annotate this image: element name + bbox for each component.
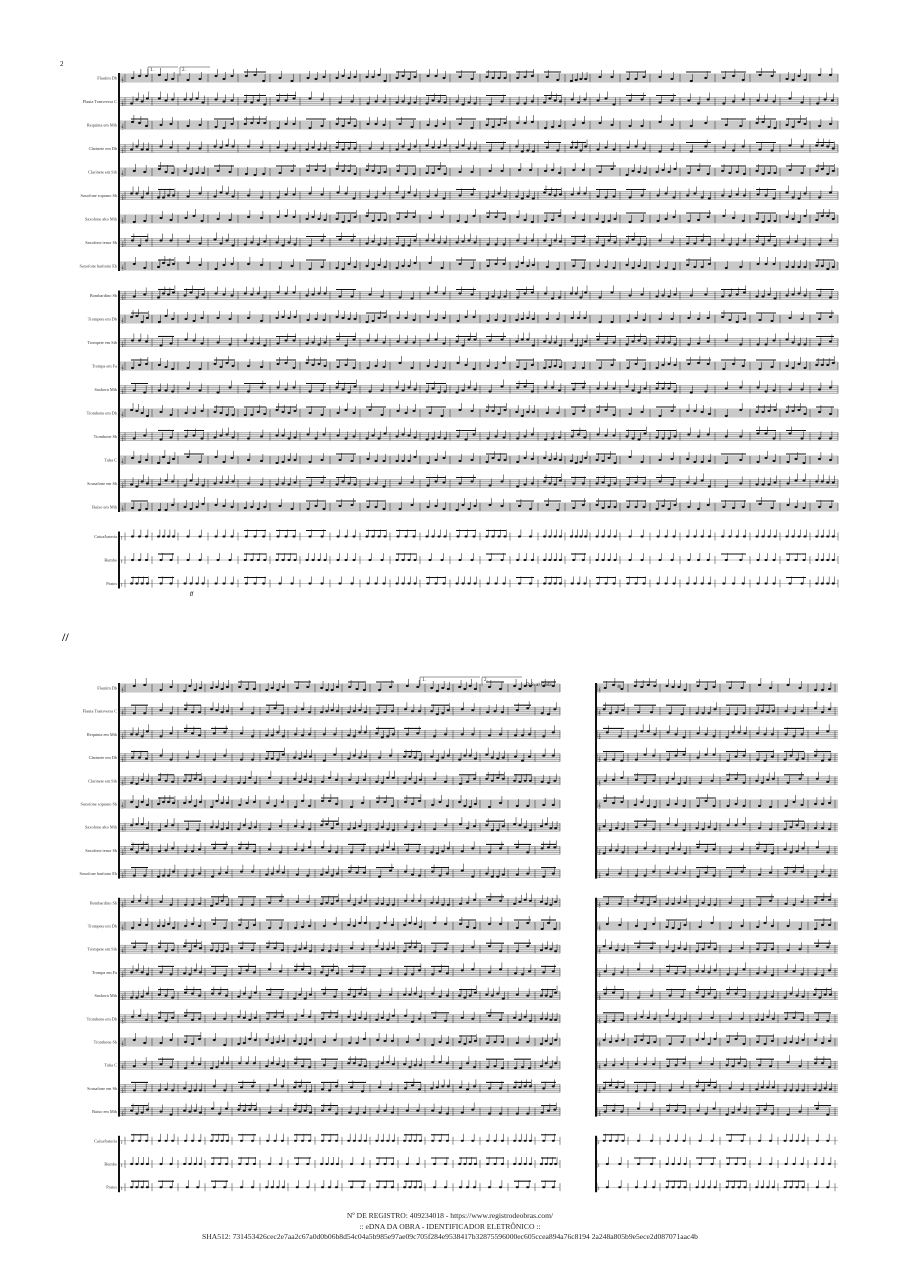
staff-1-8 (87, 1078, 560, 1093)
instrument-label: Saxofone tenor Sb (85, 240, 117, 245)
svg-text:𝄞: 𝄞 (121, 172, 124, 177)
instrument-label: Trompete em Db (87, 316, 117, 322)
staff-0-6 (85, 209, 838, 224)
svg-text:𝄞: 𝄞 (121, 295, 124, 301)
staff-2-0 (94, 530, 838, 542)
instrument-label: Trombone Sb (93, 1039, 117, 1045)
svg-text:‖: ‖ (121, 560, 123, 565)
svg-text:𝄞: 𝄞 (121, 711, 124, 717)
staff-1-3 (92, 962, 560, 977)
instrument-label: Saxofone tenor Sb (85, 847, 117, 853)
instrument-label: Flauta Transversa C (82, 99, 117, 104)
system-break-mark: // (62, 630, 69, 644)
staff-right-0-3 (597, 748, 838, 763)
staff-0-8 (80, 256, 838, 271)
staff-1-2 (87, 333, 838, 348)
svg-text:𝄞: 𝄞 (121, 483, 124, 489)
instrument-label: Bombardino Sb (89, 293, 117, 298)
svg-text:𝄞: 𝄞 (121, 688, 124, 693)
svg-text:𝄞: 𝄞 (121, 195, 124, 201)
instrument-label: Trombone Sb (93, 434, 117, 439)
instrument-label: Baixo em Mib (92, 504, 117, 510)
staff-1-0 (90, 286, 838, 301)
staff-right-0-1 (597, 701, 838, 716)
instrument-label: Requinta em Mib (86, 122, 117, 128)
instrument-label: Clarinete em Sib (88, 778, 117, 784)
staff-1-9 (92, 497, 838, 512)
svg-text:𝄞: 𝄞 (121, 366, 124, 371)
instrument-label: Flautim Db (97, 75, 117, 81)
dynamic-marking: ff (190, 592, 194, 597)
staff-1-5 (87, 1009, 560, 1024)
staff-right-1-2 (597, 939, 838, 954)
svg-text:𝄞: 𝄞 (598, 734, 601, 740)
footer (0, 1211, 900, 1243)
svg-text:𝄞: 𝄞 (598, 688, 601, 693)
staff-right-1-7 (597, 1055, 838, 1070)
instrument-label: Trompa em Fa (91, 363, 117, 369)
staff-1-1 (88, 309, 838, 324)
instrument-label: Flauta Transversa C (82, 708, 117, 714)
svg-text:𝄞: 𝄞 (121, 242, 124, 248)
volta-2: 2. (182, 68, 186, 73)
score-system-2 (60, 678, 850, 1198)
svg-text:𝄞: 𝄞 (121, 436, 124, 442)
staff-1-4 (94, 380, 838, 395)
staff-0-6 (85, 817, 560, 832)
volta-2: 2. (484, 678, 488, 683)
ds-al-coda: D.S. al Coda (526, 683, 552, 688)
staff-0-2 (87, 115, 838, 130)
svg-text:𝄞: 𝄞 (121, 780, 124, 786)
staff-2-2 (106, 577, 838, 589)
staff-right-1-9 (597, 1102, 838, 1117)
staff-0-5 (80, 186, 838, 201)
instrument-label: Pratos (106, 1184, 117, 1190)
svg-text:𝄞: 𝄞 (121, 125, 124, 130)
svg-text:𝄞: 𝄞 (121, 342, 124, 348)
instrument-label: Saxofone barítono Eb (79, 263, 117, 269)
instrument-label: Saxofone soprano Sb (80, 801, 117, 807)
staff-0-3 (89, 748, 560, 763)
instrument-label: Bumbo (104, 1161, 117, 1167)
staff-0-0 (97, 678, 560, 693)
staff-2-2 (106, 1180, 560, 1192)
instrument-label: Baixo em Mib (92, 1109, 117, 1115)
instrument-label: Trompete em Sib (87, 946, 117, 952)
instrument-label: Sousafone em Sb (87, 1085, 117, 1091)
instrument-label: Requinta em Mib (86, 731, 117, 737)
instrument-label: Saxofone alto Mib (85, 216, 117, 222)
svg-text:𝄞: 𝄞 (598, 711, 601, 717)
staff-0-8 (80, 864, 560, 879)
svg-text:𝄞: 𝄞 (121, 266, 124, 271)
staff-2-1 (104, 1157, 560, 1169)
staff-right-2-0 (597, 1134, 838, 1146)
instrument-label: Flautim Db (97, 685, 117, 691)
staff-1-1 (88, 916, 560, 931)
svg-text:‖: ‖ (121, 536, 123, 542)
staff-right-1-8 (597, 1078, 838, 1093)
staff-right-0-2 (597, 724, 838, 739)
staff-right-1-5 (597, 1009, 838, 1024)
staff-2-0 (94, 1134, 560, 1146)
svg-text:𝄞: 𝄞 (121, 101, 124, 107)
instrument-label: Saxofone alto Mib (85, 824, 117, 830)
staff-1-8 (87, 474, 838, 489)
staff-2-1 (104, 553, 838, 565)
staff-0-7 (85, 840, 560, 855)
coda-symbol: ⊕ (617, 685, 622, 690)
instrument-label: Trompete em Sib (87, 340, 117, 345)
instrument-label: Clarinete em Db (88, 146, 117, 151)
staff-0-4 (88, 162, 838, 177)
volta-1: 1. (150, 68, 154, 73)
staff-1-6 (94, 1032, 560, 1047)
staff-0-3 (89, 139, 838, 154)
staff-right-1-3 (597, 962, 838, 977)
instrument-label: Pratos (106, 581, 117, 586)
staff-0-1 (83, 701, 560, 716)
instrument-label: Saxofone barítono Eb (79, 871, 117, 877)
registration-line: Nº DE REGISTRO: 409234018 - https://www.registrodeobras.com/ (346, 1211, 554, 1220)
staff-0-2 (87, 724, 560, 739)
instrument-label: Tuba C (104, 457, 117, 463)
instrument-label: Caixa/bateria (94, 534, 117, 539)
staff-right-0-6 (597, 817, 838, 832)
instrument-label: Trombone em Db (86, 410, 117, 416)
staff-0-4 (88, 771, 560, 786)
staff-1-7 (104, 1055, 560, 1070)
staff-1-6 (94, 427, 838, 442)
instrument-label: Bumbo (104, 557, 117, 563)
staff-right-0-7 (597, 840, 838, 855)
staff-right-1-0 (597, 893, 838, 908)
svg-text:𝄞: 𝄞 (121, 460, 124, 465)
staff-right-2-2 (597, 1180, 838, 1192)
instrument-label: Saxhorn Mib (94, 387, 117, 392)
page-number: 2 (60, 60, 64, 68)
instrument-label: Sousafone em Sb (87, 481, 117, 486)
svg-text:𝄞: 𝄞 (121, 757, 124, 763)
staff-right-0-8 (597, 865, 838, 879)
staff-right-1-6 (597, 1032, 838, 1047)
staff-1-5 (87, 403, 838, 418)
volta-1: 1. (422, 678, 426, 683)
edna-line: :: eDNA DA OBRA - IDENTIFICADOR ELETRÔNICO :: (359, 1221, 541, 1231)
instrument-label: Saxhorn Mib (94, 993, 117, 999)
staff-1-3 (92, 356, 838, 371)
instrument-label: Bombardino Sb (89, 900, 117, 906)
instrument-label: Trombone em Db (86, 1016, 117, 1022)
staff-right-1-1 (597, 916, 838, 931)
svg-text:𝄞: 𝄞 (598, 757, 601, 763)
staff-right-0-4 (597, 771, 838, 786)
staff-1-0 (90, 893, 560, 908)
instrument-label: Tuba C (104, 1062, 117, 1068)
instrument-label: Clarinete em Sib (88, 169, 117, 175)
staff-0-1 (83, 92, 838, 107)
svg-text:𝄞: 𝄞 (121, 148, 124, 154)
staff-0-5 (80, 794, 560, 809)
svg-text:𝄞: 𝄞 (121, 389, 124, 395)
hash-line: SHA512: 731453426cec2e7aa2c67a0d0b06b8d54c04a5b985e97ae09c705f284e9538417b32875596000ec605ccea894a76c8194 2a248a805b9e5ece2d087071aac4b (202, 1232, 698, 1241)
svg-text:𝄞: 𝄞 (121, 413, 124, 418)
staff-1-7 (104, 450, 838, 465)
staff-0-7 (85, 233, 838, 248)
svg-text:𝄞: 𝄞 (121, 319, 124, 324)
svg-text:𝄞: 𝄞 (121, 507, 124, 512)
svg-text:𝄞: 𝄞 (121, 219, 124, 224)
svg-text:𝄞: 𝄞 (121, 734, 124, 740)
staff-right-1-4 (597, 986, 838, 1001)
staff-right-0-5 (597, 794, 838, 809)
staff-1-9 (92, 1102, 560, 1117)
staff-0-0 (97, 68, 838, 83)
svg-text:𝄞: 𝄞 (121, 78, 124, 83)
instrument-label: Clarinete em Db (88, 755, 117, 761)
staff-1-2 (87, 939, 560, 954)
staff-right-0-0 (597, 678, 838, 693)
staff-1-4 (94, 986, 560, 1001)
staff-right-2-1 (597, 1157, 838, 1169)
instrument-label: Trompete em Db (87, 923, 117, 929)
score-system-1 (60, 68, 850, 598)
instrument-label: Caixa/bateria (94, 1138, 117, 1144)
instrument-label: Saxofone soprano Sb (80, 193, 117, 198)
svg-text:‖: ‖ (121, 583, 123, 589)
instrument-label: Trompa em Fa (91, 969, 117, 975)
